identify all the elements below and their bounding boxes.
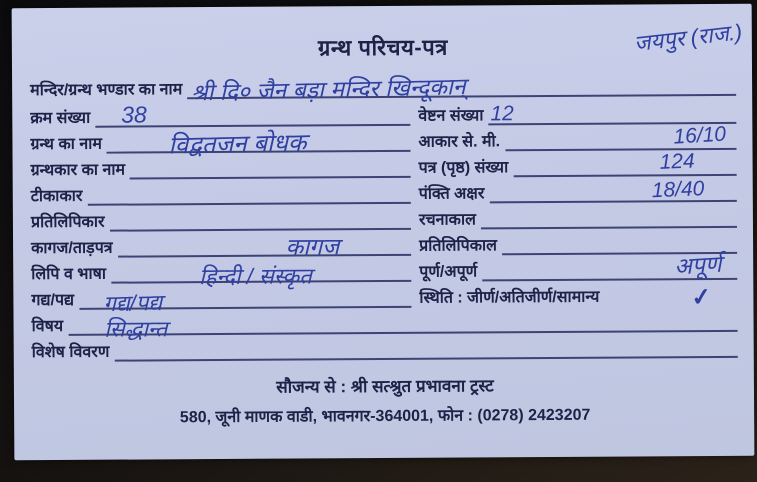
ruled-line [79,286,411,317]
field-label: गद्य/पद्य [31,291,75,309]
ruled-line [68,310,738,342]
field-value-handwritten: 12 [490,102,514,126]
field-label: प्रतिलिपिकाल [419,236,498,255]
ruled-line [118,234,412,258]
field-value-handwritten: 16/10 [673,122,728,149]
ruled-line [488,102,736,126]
field-label: विशेष विवरण [31,343,110,361]
ruled-line [87,182,411,206]
field-label: आकार से. मी. [418,132,501,151]
field-lines-letters [419,176,737,204]
form-row [30,98,736,128]
field-value-handwritten: 18/40 [651,177,706,203]
field-value-handwritten: कागज [285,233,340,260]
ruled-line [130,156,411,180]
field-script-language [31,256,411,290]
field-label: ग्रन्थकार का नाम [30,161,126,179]
field-size-cm [418,124,736,152]
field-value-handwritten: सिद्धान्त [104,316,168,342]
ruled-line [114,336,737,362]
field-complete-incomplete [419,250,737,282]
field-value-handwritten: 124 [659,149,696,174]
field-value-handwritten: विद्वतजन बोधक [168,129,308,160]
form-row [31,250,737,290]
field-label: लिपि व भाषा [31,265,107,283]
condition-tick-area [604,283,737,313]
card-title: ग्रन्थ परिचय-पत्र [317,34,448,61]
field-condition [419,280,737,313]
field-book-name [30,126,410,160]
field-label: पत्र (पृष्ठ) संख्या [418,158,509,177]
field-label: पंक्ति अक्षर [418,184,485,203]
field-label: विषय [31,317,64,335]
field-paper-palmleaf [31,230,411,258]
form-row [31,176,737,206]
field-value-handwritten: हिन्दी / संस्कृत [198,263,312,290]
field-label: क्रम संख्या [30,109,91,127]
ruled-line [187,73,736,106]
ruled-line [489,177,737,204]
ruled-line [482,250,737,282]
location-note-handwritten: जयपुर (राज.) [632,19,743,57]
form-row [31,280,737,317]
field-label: टीकाकार [30,187,83,205]
ruled-line [95,101,410,128]
field-prose-verse [31,282,411,317]
field-label: स्थिति : जीर्ण/अतिजीर्ण/सामान्य [419,288,600,307]
field-copyist [31,204,411,232]
ruled-line [505,122,736,151]
ruled-line [107,129,411,160]
form-row [31,228,737,258]
field-label: पूर्ण/अपूर्ण [419,263,478,281]
form-row [31,202,737,232]
field-author-name [31,152,411,180]
field-label-temple-name: मन्दिर/ग्रन्थ भण्डार का नाम [30,80,183,99]
condition-tick-mark: ✓ [689,283,713,313]
form-row [30,122,736,160]
ruled-line [109,208,411,232]
field-value-handwritten: अपूर्ण [673,250,722,280]
field-composition-date [419,202,737,230]
catalog-card [12,4,755,461]
ruled-line [111,260,411,290]
field-value-handwritten: गद्य/पद्य [102,289,163,317]
form-two-column-section [30,98,737,317]
field-commentator [31,178,411,206]
field-bundle-number [418,98,736,126]
card-footer [32,372,738,428]
field-label: रचनाकाल [418,211,476,229]
field-label: प्रतिलिपिकार [30,213,105,231]
field-label: ग्रन्थ का नाम [30,135,102,153]
form-row-temple-name [30,66,736,106]
ruled-line [513,149,737,177]
field-label: कागज/ताड़पत्र [31,239,113,257]
address-phone-line: 580, जूनी माणक वाडी, भावनगर-364001, फोन : (0278) 2423207 [179,406,591,427]
field-serial-number [30,100,410,128]
ruled-line [481,206,737,230]
courtesy-line: सौजन्य से : श्री सत्श्रुत प्रभावना ट्रस्ट [276,376,494,397]
form-row [31,150,737,180]
field-page-count [419,150,737,178]
field-value-handwritten: 38 [121,101,147,128]
field-value-temple-name: श्री दि० जैन बड़ा मन्दिर खिन्दूकान् [190,73,466,106]
field-label: वेष्टन संख्या [418,106,484,125]
